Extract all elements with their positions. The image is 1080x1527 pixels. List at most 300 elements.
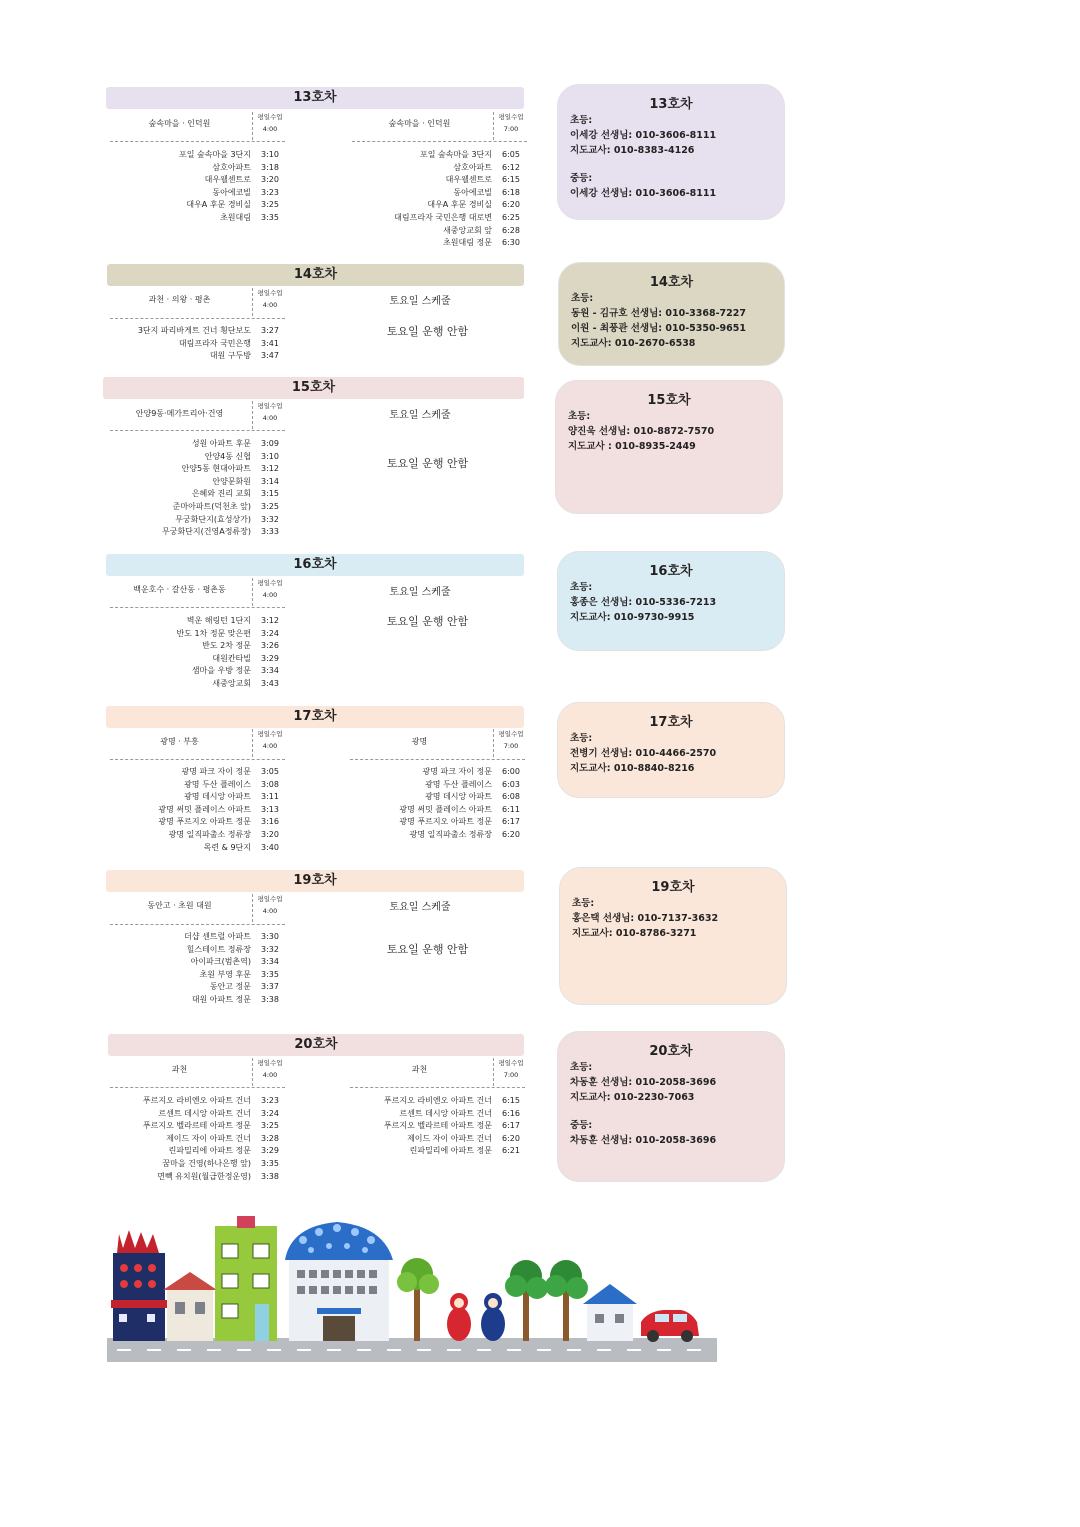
- stop-row: [320, 212, 542, 225]
- stop-time: 3:24: [261, 628, 279, 638]
- town-street-illustration: [107, 1208, 717, 1364]
- bus-15-header: 15호차: [103, 377, 524, 399]
- bus-13-left-time: 4:00: [262, 125, 278, 133]
- card-contacts: [570, 113, 778, 201]
- divider: [110, 430, 285, 431]
- bus-19-left-area: 동안고 · 초원 대원: [147, 901, 212, 910]
- bus-13-right-area: 숲속마을 · 인덕원: [388, 119, 451, 128]
- contact-line: 이원 - 최풍관 선생님: 010-5350-9651: [571, 323, 746, 334]
- card-contacts: [572, 896, 780, 941]
- stop-name: 광명 일직파출소 정류장: [409, 829, 492, 839]
- bus-20-left-stops: [110, 1095, 301, 1183]
- stop-name: 대우웰센트로: [204, 175, 251, 185]
- stop-time: 3:16: [261, 817, 279, 827]
- card-contacts: [570, 580, 778, 625]
- bus-15-saturday-title: 토요일 스케줄: [389, 410, 451, 421]
- stop-row: [110, 438, 301, 451]
- stop-name: 광명 일직파출소 정류장: [168, 829, 251, 839]
- contact-line: 홍은택 선생님: 010-7137-3632: [572, 913, 719, 924]
- stop-row: [320, 162, 542, 175]
- card-title: 17호차: [649, 715, 693, 730]
- stop-row: [110, 791, 301, 804]
- stop-name: 아이파크(범촌역): [190, 957, 251, 967]
- stop-row: [110, 1133, 301, 1146]
- divider: [350, 1087, 525, 1088]
- divider: [350, 759, 525, 760]
- bus-16-saturday-note: 토요일 운행 안함: [386, 615, 469, 628]
- stop-row: [110, 325, 301, 338]
- stop-row: [110, 1145, 301, 1158]
- stop-row: [110, 842, 301, 855]
- bus-20-left-area: 과천: [171, 1065, 188, 1074]
- stop-time: 3:11: [261, 792, 279, 802]
- stop-row: [110, 816, 301, 829]
- stop-time: 6:20: [502, 200, 520, 210]
- stop-name: 삼호아파트: [212, 162, 251, 172]
- stop-name: 푸르지오 벨라르테 아파트 정문: [383, 1121, 492, 1131]
- stop-time: 3:23: [261, 1096, 279, 1105]
- stop-name: 광명 써밋 플레이스 아파트: [399, 804, 492, 814]
- stop-time: 3:47: [261, 351, 279, 361]
- stop-row: [110, 187, 301, 200]
- bus-13-left-stops: [110, 149, 301, 225]
- divider: [252, 578, 253, 606]
- bus-14-left-stops: [110, 325, 301, 363]
- stop-name: 대원 구두방: [209, 351, 251, 361]
- stop-time: 6:30: [502, 238, 520, 248]
- stop-row: [110, 981, 301, 994]
- stop-time: 3:18: [261, 162, 279, 172]
- stop-name: 벽운 해링턴 1단지: [186, 616, 251, 625]
- stop-name: 안양5동 현대아파트: [181, 464, 251, 474]
- stop-time: 3:40: [261, 842, 279, 852]
- bus-19-left-timelabel: 평일수업: [257, 895, 283, 903]
- bus-15-saturday-note: 토요일 운행 안함: [386, 457, 469, 470]
- stop-time: 6:03: [502, 779, 520, 789]
- stop-time: 3:12: [261, 616, 279, 625]
- card-title: 16호차: [649, 564, 693, 579]
- bus-20-left-time: 4:00: [262, 1071, 278, 1079]
- stop-name: 르센트 데시앙 아파트 건너: [399, 1108, 492, 1118]
- stop-name: 광명 파크 자이 정문: [181, 767, 251, 776]
- divider: [493, 1058, 494, 1086]
- stop-row: [110, 1095, 301, 1108]
- divider: [252, 729, 253, 757]
- stop-row: [110, 338, 301, 351]
- stop-name: 안양문화원: [212, 476, 251, 486]
- stop-row: [320, 829, 542, 842]
- divider: [493, 729, 494, 757]
- bus-20-contact-card: [557, 1031, 785, 1182]
- stop-time: 3:20: [261, 175, 279, 185]
- bus-17-right-area: 광명: [411, 737, 428, 746]
- stop-time: 3:20: [261, 829, 279, 839]
- stop-name: 삼호아파트: [453, 162, 492, 172]
- stop-row: [320, 1133, 542, 1146]
- stop-name: 포일 숲속마을 3단지: [179, 150, 251, 159]
- stop-name: 광명 푸르지오 아파트 정문: [158, 817, 251, 827]
- stop-name: 르센트 데시앙 아파트 건너: [158, 1108, 251, 1118]
- stop-row: [110, 162, 301, 175]
- bus-19-saturday-note: 토요일 운행 안함: [386, 943, 469, 956]
- bus-16-left-stops: [110, 615, 301, 691]
- bus-15-left-time: 4:00: [262, 414, 278, 422]
- stop-time: 3:25: [261, 1121, 279, 1131]
- bus-16-left-timelabel: 평일수업: [257, 579, 283, 587]
- contact-line: 지도교사 : 010-8935-2449: [568, 441, 696, 452]
- contact-line: 지도교사: 010-8383-4126: [570, 145, 695, 156]
- stop-time: 3:30: [261, 932, 279, 941]
- stop-row: [110, 994, 301, 1007]
- contact-line: 지도교사: 010-9730-9915: [570, 612, 695, 623]
- stop-row: [110, 678, 301, 691]
- bus-15-contact-card: [555, 380, 783, 514]
- bus-17-contact-card: [557, 702, 785, 798]
- stop-name: 성원 아파트 후문: [191, 439, 251, 448]
- bus-16-left-area: 백운호수 · 갈산동 · 평촌동: [133, 585, 226, 594]
- bus-13-right-stops: [320, 149, 542, 250]
- bus-19-contact-card: [559, 867, 787, 1005]
- stop-row: [110, 829, 301, 842]
- card-title: 14호차: [649, 275, 694, 290]
- bus-19-saturday-title: 토요일 스케줄: [389, 902, 451, 913]
- bus-15-left-stops: [110, 438, 301, 539]
- bus-20-right-stops: [320, 1095, 542, 1158]
- stop-time: 3:29: [261, 653, 279, 663]
- stop-time: 3:25: [261, 501, 279, 511]
- stop-name: 대림프라자 국민은행 대로변: [394, 212, 492, 222]
- stop-time: 3:38: [261, 1171, 279, 1181]
- divider: [493, 112, 494, 140]
- spacer: [570, 158, 778, 171]
- bus-14-left-timelabel: 평일수업: [257, 289, 283, 297]
- stop-name: 제이드 자이 아파트 건너: [166, 1133, 251, 1143]
- stop-row: [320, 1120, 542, 1133]
- stop-name: 동안고 정문: [209, 982, 251, 992]
- stop-time: 6:12: [502, 162, 520, 172]
- bus-17-left-area: 광명 · 부흥: [160, 737, 199, 746]
- stop-row: [110, 174, 301, 187]
- stop-time: 3:10: [261, 150, 279, 159]
- contact-line: 지도교사: 010-8840-8216: [570, 763, 695, 774]
- bus-17-right-timelabel: 평일수업: [498, 730, 524, 738]
- stop-name: 푸르지오 라비엔오 아파트 건너: [383, 1096, 492, 1105]
- bus-20-right-timelabel: 평일수업: [498, 1059, 524, 1067]
- divider: [252, 1058, 253, 1086]
- stop-row: [320, 174, 542, 187]
- stop-name: 대우A 후문 경비실: [186, 200, 251, 210]
- divider: [252, 288, 253, 316]
- stop-time: 3:25: [261, 200, 279, 210]
- stop-name: 대원 아파트 정문: [191, 994, 251, 1004]
- stop-row: [110, 451, 301, 464]
- bus-14-header: 14호차: [107, 264, 524, 286]
- stop-name: 초원대림 정문: [443, 238, 492, 248]
- stop-time: 3:35: [261, 1158, 279, 1168]
- stop-time: 3:14: [261, 476, 279, 486]
- stop-time: 3:34: [261, 666, 279, 676]
- stop-row: [320, 1095, 542, 1108]
- stop-name: 반도 2차 정문: [202, 641, 251, 651]
- card-title: 13호차: [649, 97, 693, 112]
- stop-row: [110, 476, 301, 489]
- stop-name: 3단지 파리바게트 건너 횡단보도: [137, 326, 251, 335]
- stop-name: 새중앙교회: [212, 678, 251, 688]
- stop-name: 푸르지오 라비엔오 아파트 건너: [142, 1096, 251, 1105]
- stop-time: 6:15: [502, 1096, 520, 1105]
- bus-14-saturday-note: 토요일 운행 안함: [386, 325, 469, 338]
- stop-time: 3:13: [261, 804, 279, 814]
- stop-row: [110, 944, 301, 957]
- divider: [252, 112, 253, 140]
- card-title: 19호차: [651, 880, 695, 895]
- contact-line: 초등:: [572, 898, 595, 909]
- bus-13-left-timelabel: 평일수업: [257, 113, 283, 121]
- stop-time: 3:38: [261, 994, 279, 1004]
- bus-14-saturday-title: 토요일 스케줄: [389, 296, 451, 307]
- divider: [110, 924, 285, 925]
- contact-line: 차동훈 선생님: 010-2058-3696: [570, 1135, 717, 1146]
- bus-16-left-time: 4:00: [262, 591, 278, 599]
- bus-13-right-timelabel: 평일수업: [498, 113, 524, 121]
- stop-time: 6:11: [502, 804, 520, 814]
- card-title: 20호차: [649, 1044, 693, 1059]
- stop-name: 초원대림: [220, 212, 251, 222]
- contact-line: 초등:: [571, 293, 594, 304]
- divider: [110, 759, 285, 760]
- stop-time: 6:18: [502, 187, 520, 197]
- stop-name: 광명 써밋 플레이스 아파트: [158, 804, 251, 814]
- contact-line: 초등:: [570, 1062, 593, 1073]
- stop-time: 3:41: [261, 338, 279, 348]
- stop-name: 은혜와 진리 교회: [191, 489, 251, 499]
- stop-row: [110, 199, 301, 212]
- stop-row: [110, 956, 301, 969]
- stop-time: 6:20: [502, 1133, 520, 1143]
- bus-17-left-timelabel: 평일수업: [257, 730, 283, 738]
- stop-name: 광명 푸르지오 아파트 정문: [399, 817, 492, 827]
- stop-row: [110, 804, 301, 817]
- contact-line: 초등:: [570, 582, 593, 593]
- stop-name: 대우A 후문 경비실: [427, 200, 492, 210]
- stop-row: [110, 640, 301, 653]
- contact-line: 차동훈 선생님: 010-2058-3696: [570, 1077, 717, 1088]
- stop-name: 힐스테이트 정류장: [186, 944, 251, 954]
- stop-row: [320, 804, 542, 817]
- stop-time: 6:16: [502, 1108, 520, 1118]
- stop-name: 린파밀리에 아파트 정문: [409, 1146, 492, 1156]
- stop-row: [320, 1108, 542, 1121]
- bus-13-left-area: 숲속마을 · 인덕원: [148, 119, 211, 128]
- stop-row: [110, 463, 301, 476]
- stop-row: [110, 488, 301, 501]
- stop-time: 6:08: [502, 792, 520, 802]
- stop-row: [110, 514, 301, 527]
- stop-name: 샘마을 우방 정문: [191, 666, 251, 676]
- stop-row: [320, 149, 542, 162]
- stop-time: 3:34: [261, 957, 279, 967]
- stop-name: 무궁화단지(효성상가): [175, 514, 251, 524]
- stop-name: 무궁화단지(건영A정류장): [162, 527, 251, 537]
- stop-time: 6:21: [502, 1146, 520, 1156]
- bus-13-contact-card: [557, 84, 785, 220]
- bus-16-saturday-title: 토요일 스케줄: [389, 587, 451, 598]
- stop-name: 린파밀리에 아파트 정문: [168, 1146, 251, 1156]
- card-title: 15호차: [647, 393, 691, 408]
- stop-row: [110, 212, 301, 225]
- stop-time: 3:33: [261, 527, 279, 537]
- stop-row: [320, 1145, 542, 1158]
- divider: [110, 141, 285, 142]
- stop-time: 6:17: [502, 817, 520, 827]
- bus-20-right-time: 7:00: [503, 1071, 519, 1079]
- stop-row: [110, 779, 301, 792]
- stop-time: 6:25: [502, 212, 520, 222]
- bus-17-left-time: 4:00: [262, 742, 278, 750]
- card-contacts: [568, 409, 776, 454]
- divider: [110, 1087, 285, 1088]
- bus-19-left-stops: [110, 931, 301, 1007]
- stop-row: [110, 931, 301, 944]
- bus-15-left-timelabel: 평일수업: [257, 402, 283, 410]
- bus-14-left-area: 과천 · 의왕 · 평촌: [148, 295, 211, 304]
- bus-20-header: 20호차: [108, 1034, 524, 1056]
- stop-time: 3:35: [261, 969, 279, 979]
- stop-time: 3:29: [261, 1146, 279, 1156]
- stop-row: [110, 1120, 301, 1133]
- divider: [252, 401, 253, 429]
- stop-row: [110, 665, 301, 678]
- bus-16-contact-card: [557, 551, 785, 651]
- stop-row: [110, 628, 301, 641]
- stop-time: 3:35: [261, 212, 279, 222]
- stop-time: 3:09: [261, 439, 279, 448]
- stop-time: 3:12: [261, 464, 279, 474]
- contact-line: 지도교사: 010-2670-6538: [571, 338, 696, 349]
- bus-14-contact-card: [558, 262, 785, 366]
- contact-line: 양진욱 선생님: 010-8872-7570: [568, 426, 715, 437]
- stop-time: 3:15: [261, 489, 279, 499]
- contact-line: 중등:: [570, 173, 593, 184]
- stop-row: [110, 1158, 301, 1171]
- stop-name: 꿈마을 건영(하나은행 앞): [162, 1158, 251, 1168]
- stop-name: 대원칸타빌: [212, 653, 251, 663]
- stop-row: [320, 816, 542, 829]
- contact-line: 초등:: [570, 733, 593, 744]
- card-contacts: [570, 1060, 778, 1148]
- stop-name: 광명 데시앙 아파트: [184, 792, 251, 802]
- bus-14-left-time: 4:00: [262, 301, 278, 309]
- stop-name: 새중앙교회 앞: [443, 225, 492, 235]
- stop-name: 목련 & 9단지: [203, 842, 251, 852]
- stop-row: [320, 199, 542, 212]
- stop-name: 면빽 유치원(월급한정운영): [157, 1171, 251, 1181]
- stop-time: 6:05: [502, 150, 520, 159]
- stop-name: 준마아파트(덕천초 앞): [172, 501, 251, 511]
- bus-19-header: 19호차: [106, 870, 524, 892]
- stop-row: [110, 969, 301, 982]
- stop-name: 동아에코빌: [212, 187, 251, 197]
- stop-name: 동아에코빌: [453, 187, 492, 197]
- stop-row: [110, 149, 301, 162]
- contact-line: 초등:: [568, 411, 591, 422]
- stop-name: 푸르지오 벨라르테 아파트 정문: [142, 1121, 251, 1131]
- stop-row: [320, 225, 542, 238]
- stop-name: 대림프라자 국민은행: [178, 338, 251, 348]
- stop-time: 3:10: [261, 451, 279, 461]
- stop-row: [320, 791, 542, 804]
- stop-row: [110, 653, 301, 666]
- stop-name: 제이드 자이 아파트 건너: [407, 1133, 492, 1143]
- stop-time: 3:05: [261, 767, 279, 776]
- stop-name: 광명 파크 자이 정문: [422, 767, 492, 776]
- contact-line: 동원 - 김규호 선생님: 010-3368-7227: [571, 308, 746, 319]
- stop-row: [320, 237, 542, 250]
- stop-name: 더샵 센트럴 아파트: [184, 932, 251, 941]
- stop-row: [110, 615, 301, 628]
- stop-name: 광명 두산 플레이스: [425, 779, 492, 789]
- stop-row: [110, 766, 301, 779]
- card-contacts: [570, 731, 778, 776]
- stop-row: [320, 187, 542, 200]
- bus-13-header: 13호차: [106, 87, 524, 109]
- bus-17-right-stops: [320, 766, 542, 842]
- contact-line: 지도교사: 010-8786-3271: [572, 928, 697, 939]
- stop-row: [110, 501, 301, 514]
- stop-name: 대우웰센트로: [445, 175, 492, 185]
- stop-time: 3:43: [261, 678, 279, 688]
- bus-16-header: 16호차: [106, 554, 524, 576]
- stop-time: 3:37: [261, 982, 279, 992]
- stop-row: [320, 766, 542, 779]
- bus-13-right-time: 7:00: [503, 125, 519, 133]
- bus-17-right-time: 7:00: [503, 742, 519, 750]
- bus-19-left-time: 4:00: [262, 907, 278, 915]
- stop-row: [110, 526, 301, 539]
- divider: [352, 141, 527, 142]
- stop-time: 6:17: [502, 1121, 520, 1131]
- stop-name: 광명 데시앙 아파트: [425, 792, 492, 802]
- contact-line: 홍종은 선생님: 010-5336-7213: [570, 597, 717, 608]
- stop-time: 3:08: [261, 779, 279, 789]
- bus-17-header: 17호차: [106, 706, 524, 728]
- spacer: [570, 1105, 778, 1118]
- bus-20-right-area: 과천: [411, 1065, 428, 1074]
- stop-name: 포일 숲속마을 3단지: [420, 150, 492, 159]
- stop-row: [320, 779, 542, 792]
- bus-20-left-timelabel: 평일수업: [257, 1059, 283, 1067]
- contact-line: 초등:: [570, 115, 593, 126]
- stop-name: 반도 1차 정문 맞은편: [176, 628, 251, 638]
- contact-line: 지도교사: 010-2230-7063: [570, 1092, 695, 1103]
- stop-time: 3:32: [261, 944, 279, 954]
- divider: [252, 894, 253, 922]
- stop-time: 3:32: [261, 514, 279, 524]
- contact-line: 이세강 선생님: 010-3606-8111: [570, 130, 717, 141]
- stop-time: 6:20: [502, 829, 520, 839]
- stop-name: 광명 두산 플레이스: [184, 779, 251, 789]
- divider: [110, 607, 285, 608]
- contact-line: 이세강 선생님: 010-3606-8111: [570, 188, 717, 199]
- stop-name: 초원 부영 후문: [199, 969, 251, 979]
- stop-row: [110, 350, 301, 363]
- stop-time: 6:00: [502, 767, 520, 776]
- stop-row: [110, 1171, 301, 1184]
- stop-time: 3:27: [261, 326, 279, 335]
- stop-time: 3:23: [261, 187, 279, 197]
- stop-name: 안양4동 신협: [204, 451, 251, 461]
- contact-line: 전병기 선생님: 010-4466-2570: [570, 748, 717, 759]
